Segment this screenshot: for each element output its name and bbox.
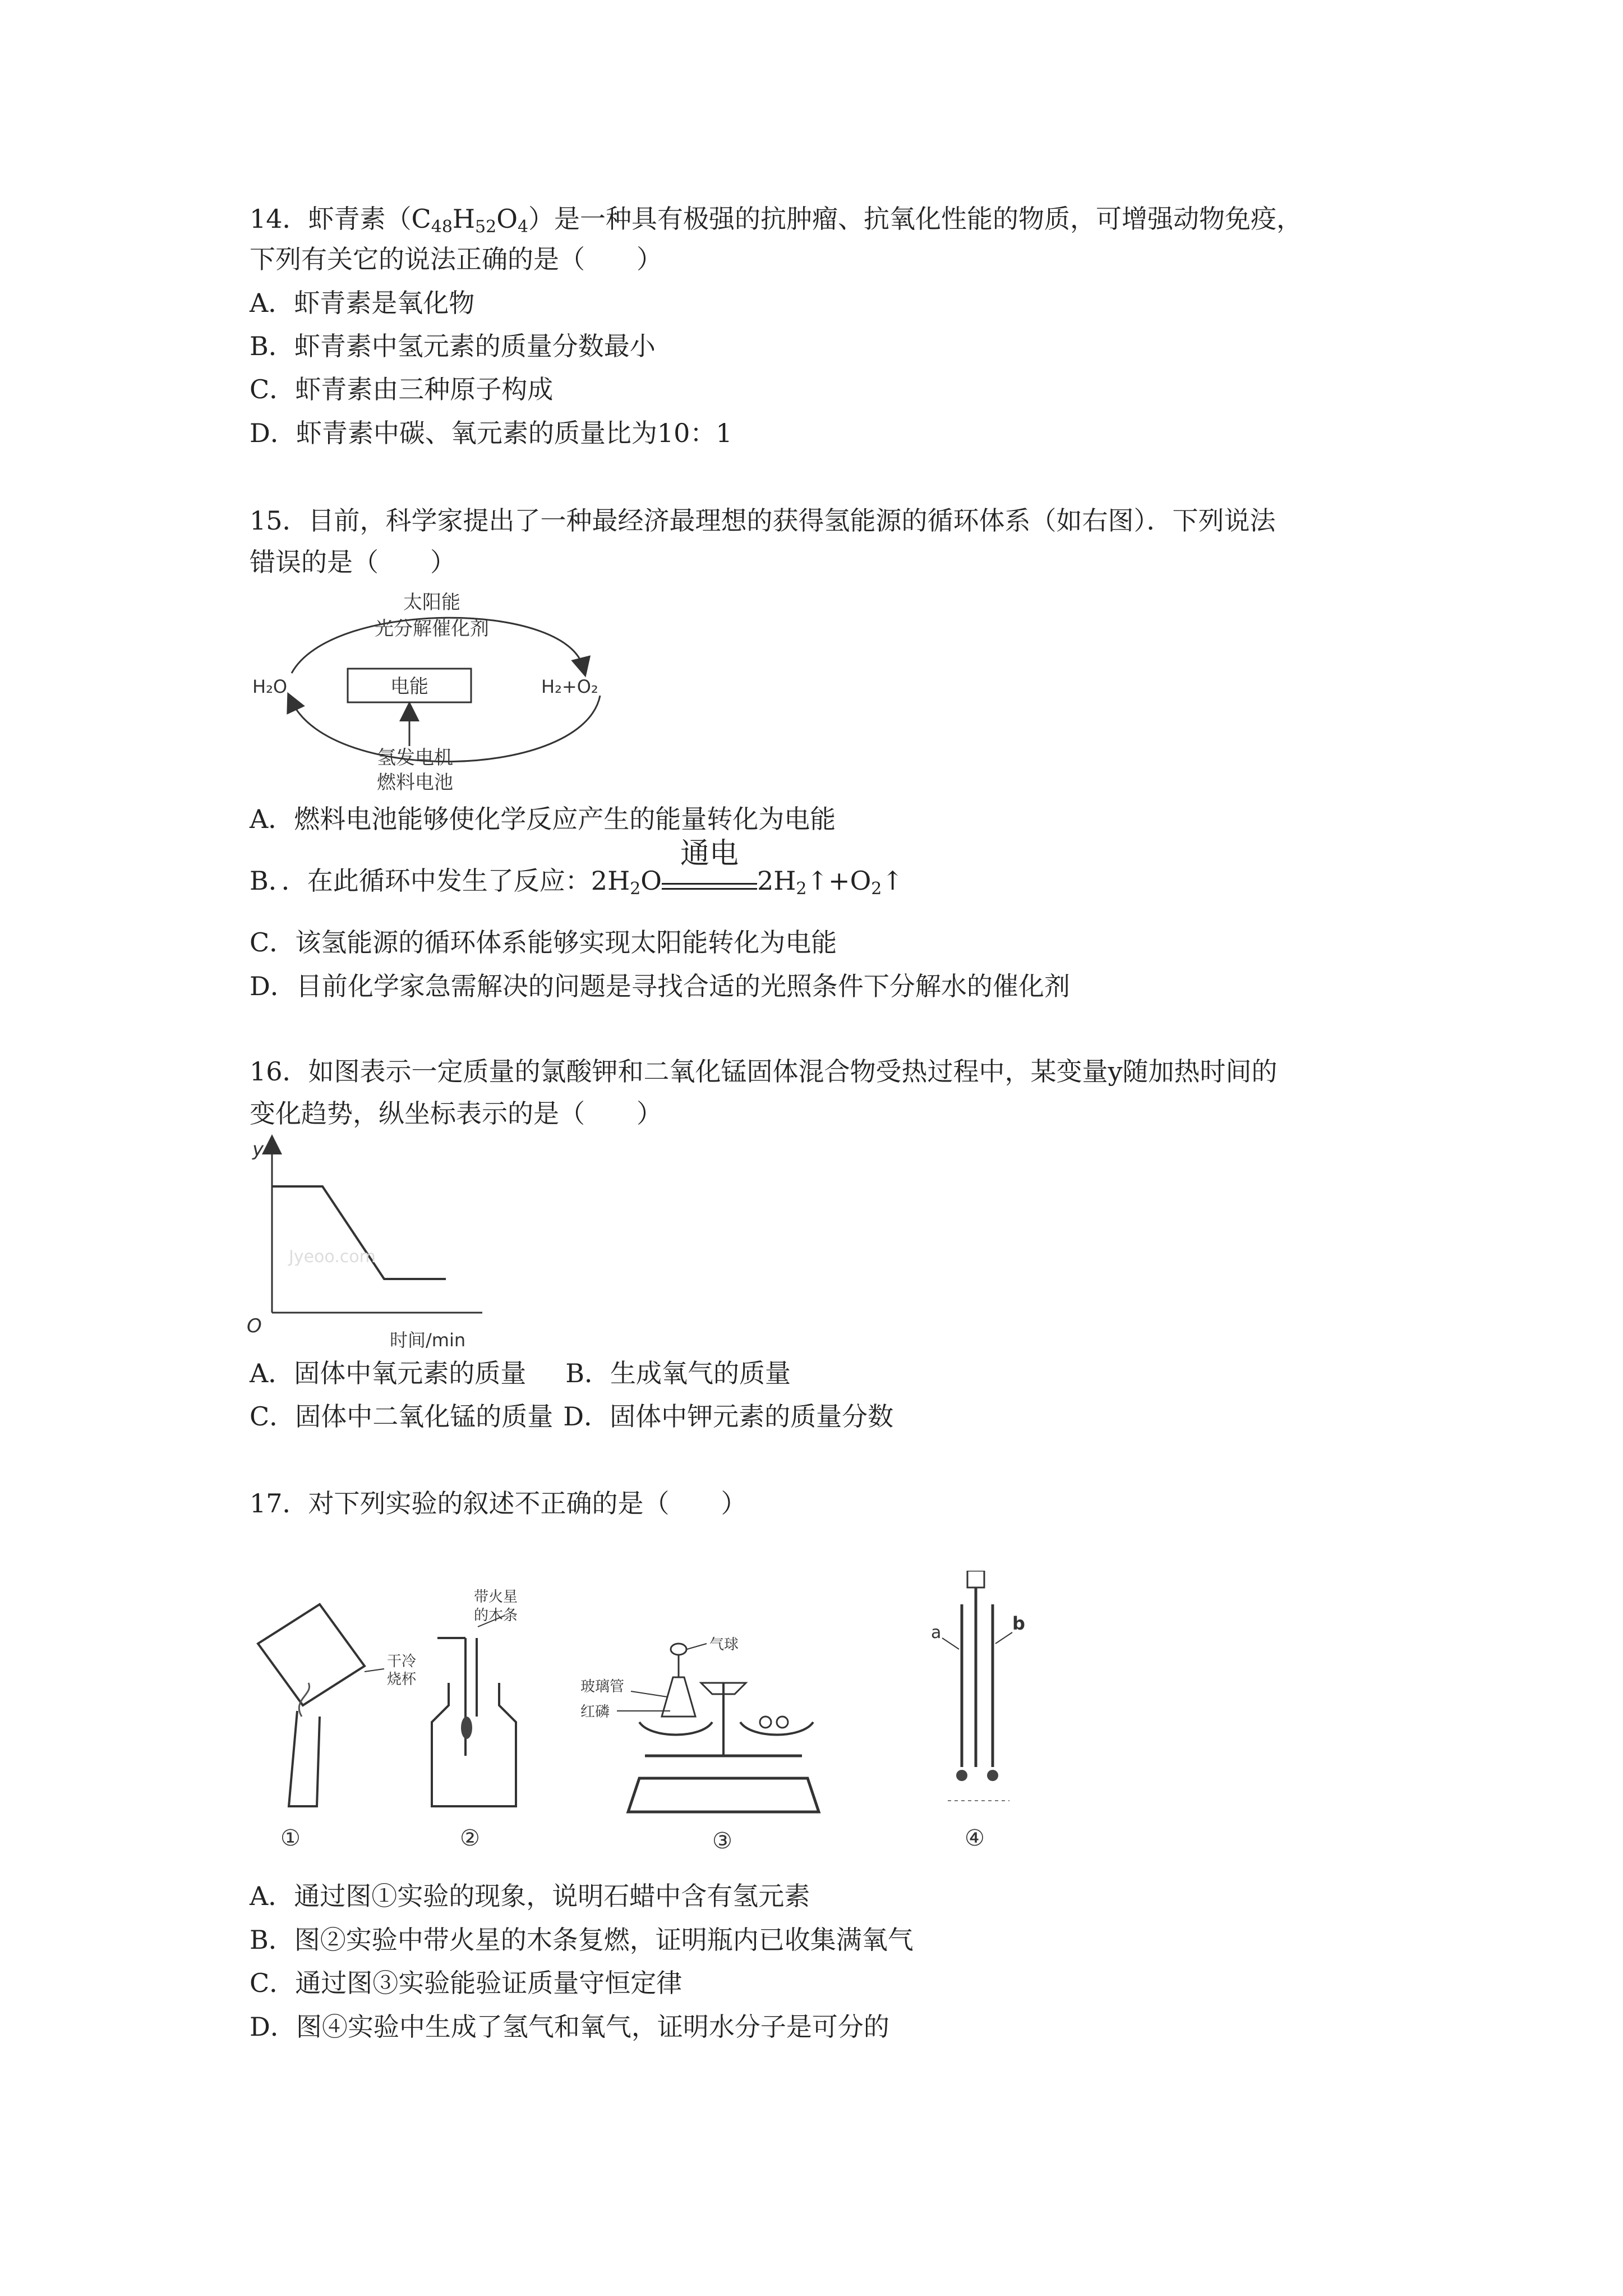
label-b: b [1012,1613,1025,1634]
q14-option-c: C．虾青素由三种原子构成 [250,374,554,404]
label-generator: 氢发电机 [377,747,453,769]
q17-option-b: B．图②实验中带火星的木条复燃，证明瓶内已收集满氧气 [250,1925,914,1955]
q16-stem-line2: 变化趋势，纵坐标表示的是（ ） [250,1098,662,1129]
q16-stem-line1: 16．如图表示一定质量的氯酸钾和二氧化锰固体混合物受热过程中，某变量y随加热时间的 [250,1056,1278,1087]
q14-stem-line2: 下列有关它的说法正确的是（ ） [250,244,662,274]
label-beaker-2: 烧杯 [387,1671,417,1688]
label-glass-tube: 玻璃管 [580,1678,625,1695]
label-splint-2: 的木条 [474,1607,518,1624]
q16-options-row1: A．固体中氧元素的质量 B．生成氧气的质量 [250,1358,791,1388]
label-n3: ③ [712,1828,732,1854]
q15-option-a: A．燃料电池能够使化学反应产生的能量转化为电能 [250,804,836,834]
q14-option-b: B．虾青素中氢元素的质量分数最小 [250,331,656,361]
q15-option-c: C．该氢能源的循环体系能够实现太阳能转化为电能 [250,927,837,958]
reaction-condition: 通电 [662,868,757,890]
y-axis-label: y [252,1138,264,1161]
label-beaker-1: 干冷 [387,1653,417,1670]
label-a: a [931,1623,942,1642]
label-h2-o2: H₂+O₂ [541,676,598,697]
label-red-p: 红磷 [580,1704,610,1720]
hydrogen-cycle-diagram [247,583,651,797]
x-axis-label: 时间/min [390,1329,466,1351]
q15-stem-line2: 错误的是（ ） [250,547,456,577]
label-water: H₂O [252,676,288,697]
label-electric: 电能 [390,675,428,698]
experiment-figures [236,1571,1161,1862]
label-fuel-cell: 燃料电池 [377,771,453,794]
label-n4: ④ [965,1825,985,1851]
label-catalyst: 光分解催化剂 [375,618,489,640]
q17-stem: 17．对下列实验的叙述不正确的是（ ） [250,1488,747,1519]
q14-option-d: D．虾青素中碳、氧元素的质量比为10：1 [250,418,732,448]
label-splint-1: 带火星 [474,1589,518,1605]
q15-option-b: B．．在此循环中发生了反应：$2H_2O$ 通电 $2H_2↑+O_2↑$ [250,837,903,899]
origin-label: O [247,1315,262,1337]
watermark: Jyeoo.com [289,1247,376,1267]
q15-option-d: D．目前化学家急需解决的问题是寻找合适的光照条件下分解水的催化剂 [250,971,1070,1001]
label-solar: 太阳能 [403,591,460,614]
q17-option-a: A．通过图①实验的现象，说明石蜡中含有氢元素 [250,1881,810,1911]
label-n2: ② [460,1825,480,1851]
q16-options-row2: C．固体中二氧化锰的质量 D．固体中钾元素的质量分数 [250,1401,894,1432]
figure-3-balance [580,1636,819,1854]
figure-2-gas-bottle [432,1589,518,1851]
q17-option-d: D．图④实验中生成了氢气和氧气，证明水分子是可分的 [250,2012,889,2042]
q14-stem-line1: 14．虾青素$(C_{48}H_{52}O_4)$是一种具有极强的抗肿瘤、抗氧化性能的物质，可增强动物免疫， [250,204,1303,237]
q14-option-a: A．虾青素是氧化物 [250,288,475,318]
figure-4-electrolysis [931,1571,1025,1851]
y-vs-time-graph [247,1133,505,1352]
label-n1: ① [280,1825,301,1851]
q17-option-c: C．通过图③实验能验证质量守恒定律 [250,1968,683,1998]
figure-1-beaker-candle [258,1604,417,1851]
q15-stem-line1: 15．目前，科学家提出了一种最经济最理想的获得氢能源的循环体系（如右图）．下列说法 [250,505,1276,536]
label-balloon: 气球 [709,1636,739,1653]
